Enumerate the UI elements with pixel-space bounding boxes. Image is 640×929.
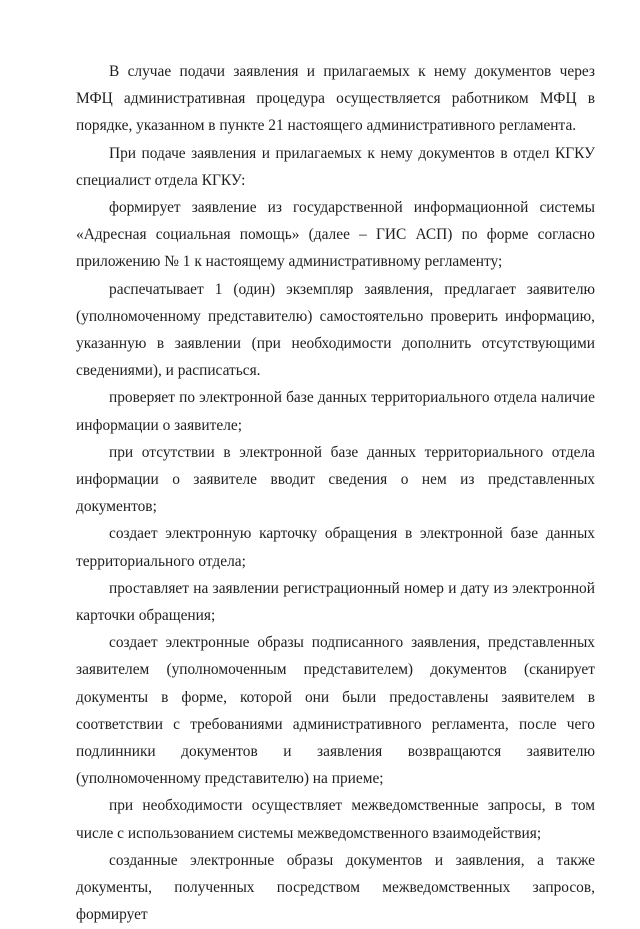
paragraph-form-images: созданные электронные образы документов и заявления, а также документы, полученных посредством межведомственных запросов, формирует xyxy=(76,851,595,924)
paragraph-check-database: проверяет по электронной базе данных территориального отдела наличие информации о заявителе; xyxy=(76,389,595,434)
paragraph-scan-documents: создает электронные образы подписанного заявления, представленных заявителем (уполномоченным представителем) документов (сканирует документы в форме, которой они были предоставлены заявителем в соответствии с требованиями административного регламента, после чего подлинники документов и заявления возвращаются заявителю (уполномоченному представителю) на приеме; xyxy=(76,634,595,788)
paragraph-form-application: формирует заявление из государственной информационной системы «Адресная социальная помощь» (далее – ГИС АСП) по форме согласно приложению № 1 к настоящему административному регламенту; xyxy=(76,199,595,271)
paragraph-create-card: создает электронную карточку обращения в электронной базе данных территориального отдела; xyxy=(76,525,595,570)
paragraph-kgku-intake: При подаче заявления и прилагаемых к нему документов в отдел КГКУ специалист отдела КГКУ: xyxy=(76,144,595,189)
paragraph-interagency-requests: при необходимости осуществляет межведомственные запросы, в том числе с использованием системы межведомственного взаимодействия; xyxy=(76,797,595,842)
document-body xyxy=(76,58,595,929)
paragraph-mfc-procedure: В случае подачи заявления и прилагаемых к нему документов через МФЦ административная процедура осуществляется работником МФЦ в порядке, указанном в пункте 21 настоящего административного регламента. xyxy=(76,63,595,135)
paragraph-print-application: распечатывает 1 (один) экземпляр заявления, предлагает заявителю (уполномоченному представителю) самостоятельно проверить информацию, указанную в заявлении (при необходимости дополнить отсутствующими сведениями), и расписаться. xyxy=(76,280,595,380)
paragraph-enter-data: при отсутствии в электронной базе данных территориального отдела информации о заявителе вводит сведения о нем из представленных документов; xyxy=(76,443,595,516)
paragraph-registration-number: проставляет на заявлении регистрационный номер и дату из электронной карточки обращения; xyxy=(76,579,595,625)
